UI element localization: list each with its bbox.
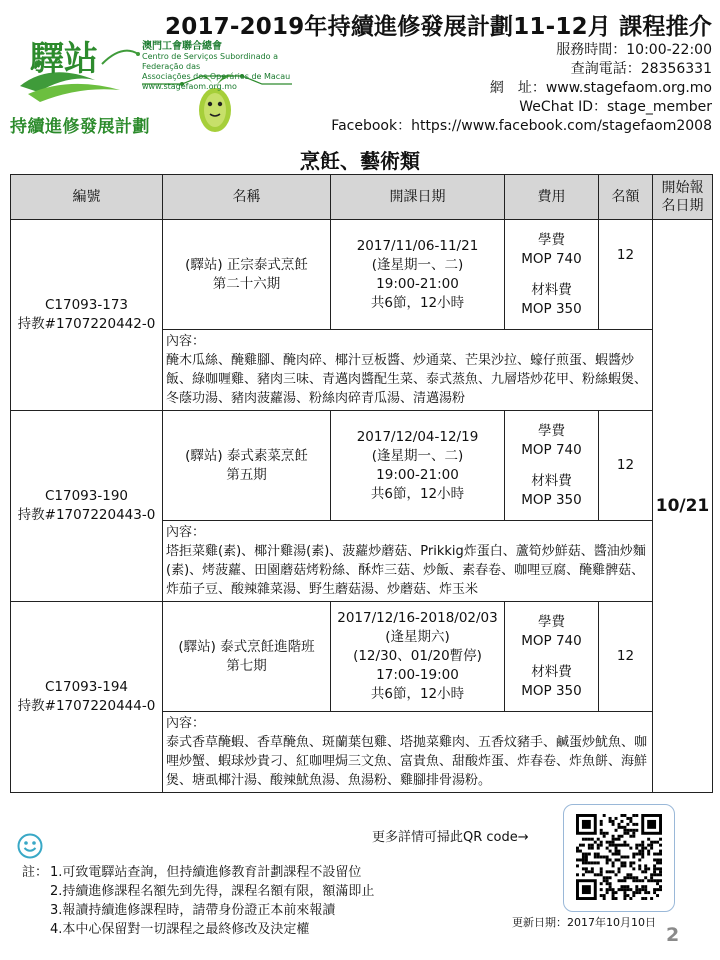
- category-title: 烹飪、藝術類: [300, 149, 420, 173]
- course-permit: 持教#1707220444-0: [17, 698, 156, 714]
- material-value: MOP 350: [521, 300, 582, 317]
- session-count: 共6節，12小時: [370, 294, 465, 311]
- header-dates: 開課日期: [331, 175, 505, 220]
- header-fee: 費用: [505, 175, 599, 220]
- material-label: 材料費: [531, 663, 572, 680]
- course-name-line: (驛站) 泰式烹飪進階班: [178, 638, 315, 655]
- contact-info: [331, 41, 712, 136]
- content-text: 泰式香草醃蝦、香草醃魚、斑蘭葉包雞、塔拋菜雞肉、五香炆豬手、鹹蛋炒魷魚、咖哩炒蟹、蝦球炒貴刁、紅咖哩焗三文魚、富貴魚、甜酸炸蛋、炸春卷、炸魚餅、海鮮煲、塘虱椰汁湯、酸辣魷魚湯、魚湯粉、雞腳排骨湯粉。: [166, 735, 648, 788]
- tuition-label: 學費: [538, 613, 565, 630]
- header-name: 名稱: [163, 175, 331, 220]
- table-row: [11, 602, 713, 712]
- course-content: [163, 712, 653, 793]
- course-name: [163, 602, 331, 712]
- material-value: MOP 350: [521, 682, 582, 699]
- course-code: C17093-194: [44, 679, 128, 695]
- class-time: 17:00-19:00: [376, 667, 459, 683]
- weekdays: (逢星期一、二): [371, 447, 464, 464]
- wechat-id: WeChat ID：stage_member: [519, 99, 712, 115]
- date-range: 2017/12/16-2018/02/03: [337, 610, 498, 626]
- table-row: [11, 411, 713, 521]
- note-item: [22, 901, 374, 920]
- note-item: [22, 920, 374, 939]
- course-session-label: 第五期: [226, 466, 267, 483]
- facebook-link[interactable]: Facebook：https://www.facebook.com/stagefaom2008: [331, 118, 712, 134]
- stage-logo-icon: [10, 24, 145, 114]
- note-text: 2.持續進修課程名額先到先得，課程名額有限，額滿即止: [50, 884, 375, 899]
- suspension-note: (12/30、01/20暫停): [353, 648, 482, 664]
- course-dates: [331, 602, 505, 712]
- table-row: [11, 220, 713, 330]
- tuition-value: MOP 740: [521, 250, 582, 267]
- header-start: 開始報名日期: [653, 175, 713, 220]
- qr-prompt: 更多詳情可掃此QR code→: [372, 830, 529, 845]
- note-text: 4.本中心保留對一切課程之最終修改及決定權: [50, 922, 310, 937]
- course-name-line: (驛站) 泰式素菜烹飪: [185, 447, 308, 464]
- registration-start-date: 10/21: [653, 220, 713, 793]
- page-header: [0, 0, 720, 140]
- material-label: 材料費: [531, 281, 572, 298]
- course-code-cell: [11, 602, 163, 793]
- tuition-value: MOP 740: [521, 441, 582, 458]
- course-table: [10, 174, 713, 793]
- course-fee: [505, 220, 599, 330]
- note-text: 1.可致電驛站查詢，但持續進修教育計劃課程不設留位: [50, 865, 362, 880]
- date-range: 2017/11/06-11/21: [356, 237, 479, 254]
- note-item: [22, 882, 374, 901]
- course-quota: 12: [599, 220, 653, 330]
- note-item: [22, 863, 374, 882]
- notes: [22, 863, 374, 939]
- page-number: 2: [666, 924, 680, 946]
- service-hours: 服務時間：10:00-22:00: [556, 42, 712, 58]
- course-session-label: 第七期: [226, 657, 267, 674]
- phone-number: 查詢電話：28356331: [570, 61, 712, 77]
- smiley-icon: [17, 833, 43, 859]
- material-value: MOP 350: [521, 491, 582, 508]
- session-count: 共6節，12小時: [370, 485, 465, 502]
- course-permit: 持教#1707220443-0: [17, 507, 156, 523]
- content-label: 內容：: [166, 525, 206, 540]
- course-name-line: (驛站) 正宗泰式烹飪: [185, 256, 308, 273]
- date-range: 2017/12/04-12/19: [356, 428, 479, 445]
- course-dates: [331, 220, 505, 330]
- course-fee: [505, 411, 599, 521]
- course-fee: [505, 602, 599, 712]
- material-label: 材料費: [531, 472, 572, 489]
- course-session-label: 第二十六期: [212, 275, 281, 292]
- course-quota: 12: [599, 411, 653, 521]
- note-text: 3.報讀持續進修課程時，請帶身份證正本前來報讀: [50, 903, 336, 918]
- logo: [10, 24, 300, 144]
- content-text: 醃木瓜絲、醃雞腳、醃肉碎、椰汁豆板醬、炒通菜、芒果沙拉、蠔仔煎蛋、蝦醬炒飯、綠咖喱雞、豬肉三味、青邁肉醬配生菜、泰式蒸魚、九層塔炒花甲、粉絲蝦煲、冬蔭功湯、豬肉菠蘿湯、粉絲肉碎青瓜湯、清邁湯粉: [166, 353, 648, 406]
- session-count: 共6節，12小時: [370, 686, 465, 702]
- weekdays: (逢星期一、二): [371, 256, 464, 273]
- header-code: 編號: [11, 175, 163, 220]
- table-header-row: [11, 175, 713, 220]
- content-label: 內容：: [166, 716, 206, 731]
- weekdays: (逢星期六): [385, 629, 450, 645]
- course-code-cell: [11, 411, 163, 602]
- notes-label: 註：: [22, 865, 49, 880]
- course-content: [163, 330, 653, 411]
- class-time: 19:00-21:00: [376, 466, 459, 483]
- program-tagline: 持續進修發展計劃: [10, 117, 150, 137]
- course-permit: 持教#1707220442-0: [17, 316, 156, 332]
- qr-code-icon[interactable]: [576, 814, 662, 900]
- header-quota: 名額: [599, 175, 653, 220]
- course-quota: 12: [599, 602, 653, 712]
- website-link[interactable]: 網 址：www.stagefaom.org.mo: [489, 80, 712, 96]
- updated-date: 更新日期：2017年10月10日: [512, 916, 656, 929]
- course-name: [163, 411, 331, 521]
- course-name: [163, 220, 331, 330]
- content-label: 內容：: [166, 334, 206, 349]
- organization-name: 澳門工會聯合總會 Centro de Serviços Subordinado a Federação das Associações dos Operários de Macau www.stagefaom.org.mo: [142, 41, 291, 91]
- course-code: C17093-190: [44, 488, 128, 504]
- content-text: 塔拒菜雞(素)、椰汁雞湯(素)、菠蘿炒蘑菇、Prikkig炸蛋白、蘆筍炒鮮菇、醬油炒麵(素)、烤菠蘿、田園蘑菇烤粉絲、酥炸三菇、炒飯、素春卷、咖哩豆腐、醃雞髀菇、炸茄子豆、酸辣雜菜湯、野生蘑菇湯、炒蘑菇、炸玉米: [166, 544, 646, 597]
- course-content: [163, 521, 653, 602]
- tuition-label: 學費: [538, 231, 565, 248]
- page-title: 2017-2019年持續進修發展計劃11-12月 課程推介: [165, 14, 712, 40]
- course-dates: [331, 411, 505, 521]
- qr-code-frame[interactable]: [563, 804, 675, 912]
- class-time: 19:00-21:00: [376, 275, 459, 292]
- tuition-label: 學費: [538, 422, 565, 439]
- tuition-value: MOP 740: [521, 632, 582, 649]
- course-code-cell: [11, 220, 163, 411]
- course-code: C17093-173: [44, 297, 128, 313]
- svg-text:驛站: 驛站: [30, 39, 98, 79]
